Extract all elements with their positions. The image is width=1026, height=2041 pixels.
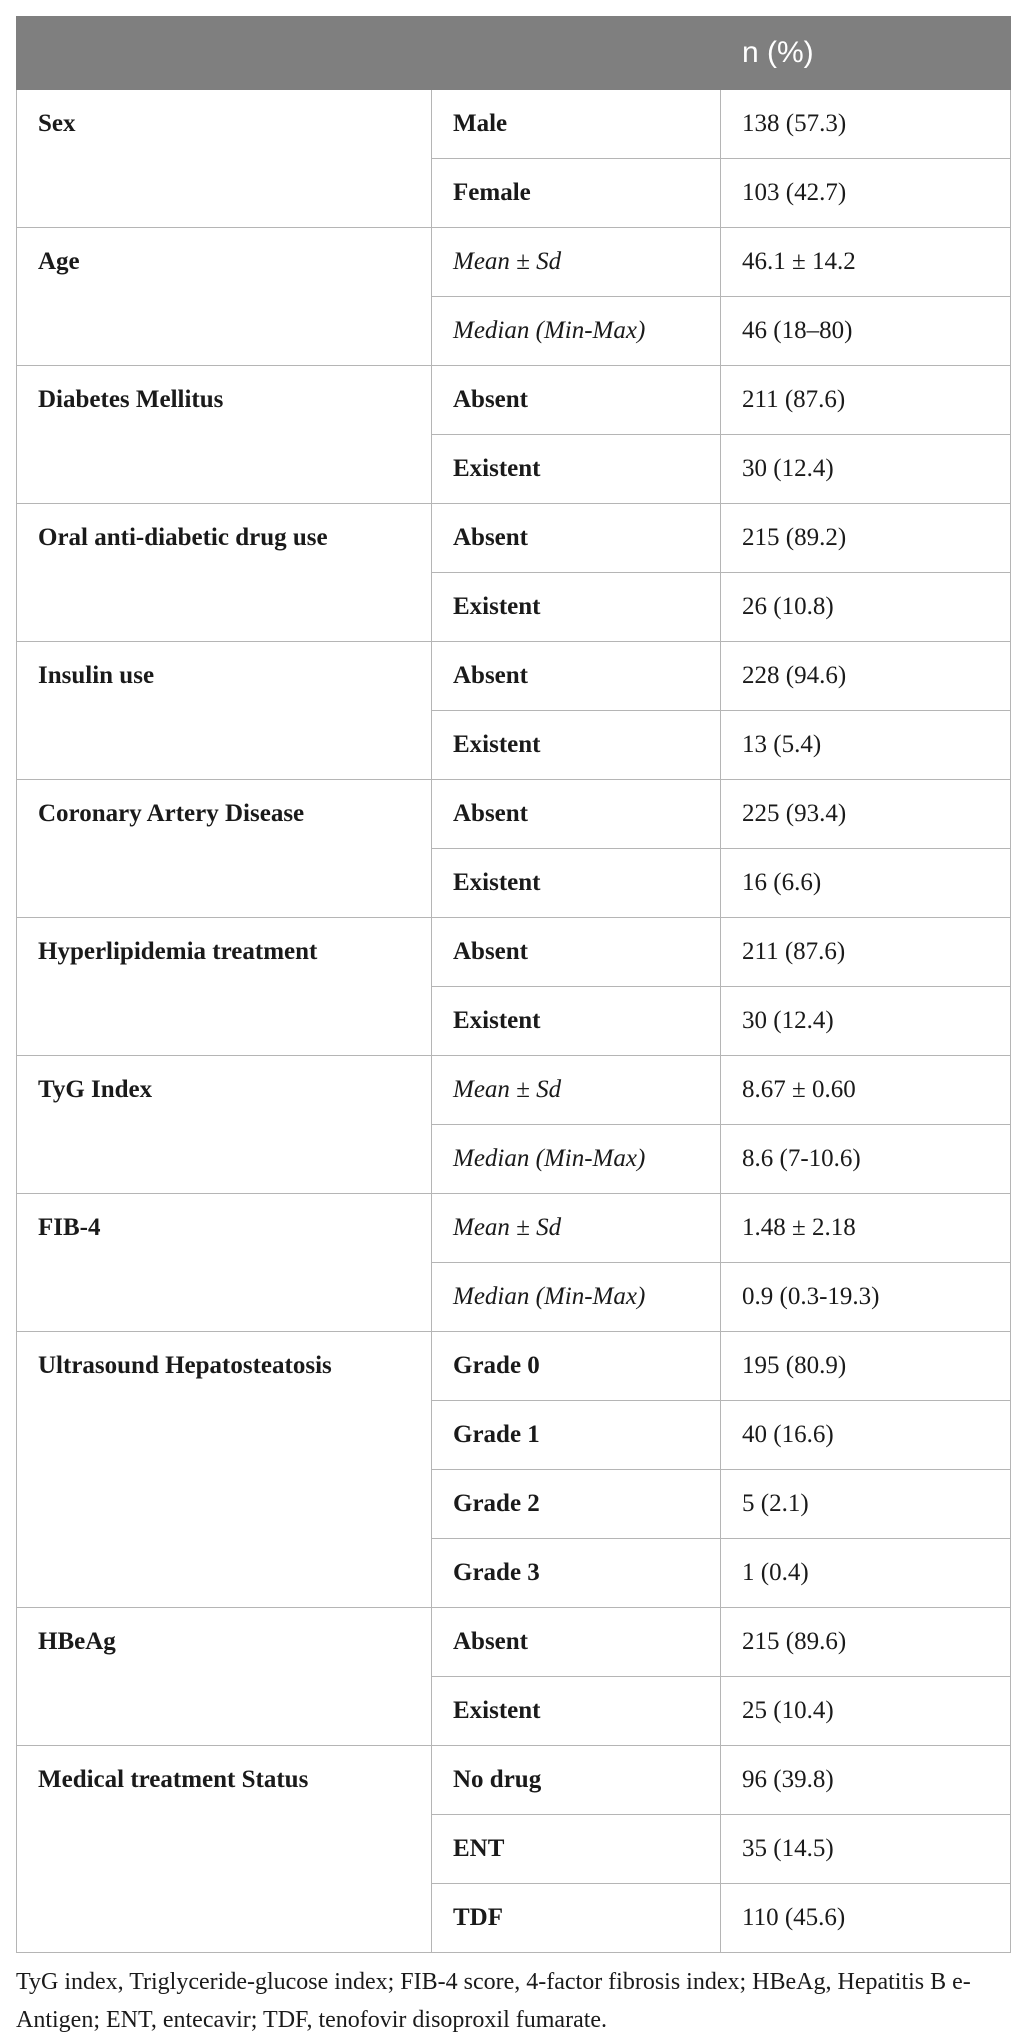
variable-label: Age bbox=[38, 248, 80, 275]
value-cell: 25 (10.4) bbox=[721, 1677, 1011, 1746]
value-cell: 5 (2.1) bbox=[721, 1470, 1011, 1539]
table-row bbox=[17, 366, 1011, 435]
variable-cell bbox=[17, 1194, 432, 1332]
value-cell: 138 (57.3) bbox=[721, 90, 1011, 159]
document bbox=[16, 16, 1010, 2039]
table-row bbox=[17, 1332, 1011, 1401]
value-cell: 195 (80.9) bbox=[721, 1332, 1011, 1401]
variable-label: Medical treatment Status bbox=[38, 1766, 309, 1793]
table-row bbox=[17, 228, 1011, 297]
variable-label: HBeAg bbox=[38, 1628, 116, 1655]
category-cell: Existent bbox=[432, 711, 721, 780]
variable-cell bbox=[17, 90, 432, 228]
variable-cell bbox=[17, 366, 432, 504]
table-row bbox=[17, 1608, 1011, 1677]
variable-label: Oral anti-diabetic drug use bbox=[38, 524, 328, 551]
value-cell: 96 (39.8) bbox=[721, 1746, 1011, 1815]
variable-cell bbox=[17, 228, 432, 366]
table-row bbox=[17, 918, 1011, 987]
category-cell: Median (Min-Max) bbox=[432, 1263, 721, 1332]
variable-cell bbox=[17, 918, 432, 1056]
value-cell: 225 (93.4) bbox=[721, 780, 1011, 849]
variable-cell bbox=[17, 1056, 432, 1194]
table-body bbox=[17, 90, 1011, 1953]
table-row bbox=[17, 1746, 1011, 1815]
category-cell: Existent bbox=[432, 1677, 721, 1746]
category-cell: Existent bbox=[432, 849, 721, 918]
variable-cell bbox=[17, 504, 432, 642]
category-cell: Absent bbox=[432, 780, 721, 849]
value-cell: 30 (12.4) bbox=[721, 435, 1011, 504]
category-cell: ENT bbox=[432, 1815, 721, 1884]
category-cell: Absent bbox=[432, 504, 721, 573]
variable-label: TyG Index bbox=[38, 1076, 153, 1103]
value-cell: 1.48 ± 2.18 bbox=[721, 1194, 1011, 1263]
table-row bbox=[17, 642, 1011, 711]
variable-label: FIB-4 bbox=[38, 1214, 101, 1241]
category-cell: Mean ± Sd bbox=[432, 228, 721, 297]
value-cell: 8.6 (7-10.6) bbox=[721, 1125, 1011, 1194]
variable-label: Diabetes Mellitus bbox=[38, 386, 224, 413]
category-cell: Grade 3 bbox=[432, 1539, 721, 1608]
category-cell: Absent bbox=[432, 1608, 721, 1677]
value-cell: 8.67 ± 0.60 bbox=[721, 1056, 1011, 1125]
table-row bbox=[17, 1194, 1011, 1263]
category-cell: Grade 2 bbox=[432, 1470, 721, 1539]
category-cell: Absent bbox=[432, 918, 721, 987]
variable-cell bbox=[17, 1746, 432, 1953]
category-cell: Median (Min-Max) bbox=[432, 297, 721, 366]
category-cell: Median (Min-Max) bbox=[432, 1125, 721, 1194]
category-cell: Female bbox=[432, 159, 721, 228]
value-cell: 16 (6.6) bbox=[721, 849, 1011, 918]
category-cell: Existent bbox=[432, 435, 721, 504]
characteristics-table bbox=[16, 16, 1011, 1953]
table-row bbox=[17, 1056, 1011, 1125]
value-cell: 110 (45.6) bbox=[721, 1884, 1011, 1953]
table-header-row bbox=[17, 17, 1011, 90]
value-cell: 215 (89.2) bbox=[721, 504, 1011, 573]
variable-label: Ultrasound Hepatosteatosis bbox=[38, 1352, 332, 1379]
value-cell: 13 (5.4) bbox=[721, 711, 1011, 780]
value-cell: 0.9 (0.3-19.3) bbox=[721, 1263, 1011, 1332]
value-cell: 26 (10.8) bbox=[721, 573, 1011, 642]
header-category bbox=[432, 17, 721, 90]
value-cell: 215 (89.6) bbox=[721, 1608, 1011, 1677]
variable-cell bbox=[17, 1608, 432, 1746]
category-cell: Absent bbox=[432, 642, 721, 711]
category-cell: Grade 1 bbox=[432, 1401, 721, 1470]
variable-label: Hyperlipidemia treatment bbox=[38, 938, 318, 965]
variable-label: Insulin use bbox=[38, 662, 155, 689]
table-row bbox=[17, 504, 1011, 573]
table-row bbox=[17, 780, 1011, 849]
category-cell: Mean ± Sd bbox=[432, 1056, 721, 1125]
category-cell: TDF bbox=[432, 1884, 721, 1953]
variable-cell bbox=[17, 780, 432, 918]
table-footnote: TyG index, Triglyceride-glucose index; FIB-4 score, 4-factor fibrosis index; HBeAg, Hepatitis B e-Antigen; ENT, entecavir; TDF, tenofovir disoproxil fumarate. bbox=[16, 1969, 971, 2033]
value-cell: 30 (12.4) bbox=[721, 987, 1011, 1056]
category-cell: Grade 0 bbox=[432, 1332, 721, 1401]
table-row bbox=[17, 90, 1011, 159]
category-cell: Absent bbox=[432, 366, 721, 435]
category-cell: No drug bbox=[432, 1746, 721, 1815]
variable-label: Coronary Artery Disease bbox=[38, 800, 305, 827]
category-cell: Existent bbox=[432, 987, 721, 1056]
value-cell: 211 (87.6) bbox=[721, 918, 1011, 987]
value-cell: 35 (14.5) bbox=[721, 1815, 1011, 1884]
header-n-percent: n (%) bbox=[721, 17, 1011, 90]
value-cell: 1 (0.4) bbox=[721, 1539, 1011, 1608]
variable-cell bbox=[17, 642, 432, 780]
category-cell: Existent bbox=[432, 573, 721, 642]
value-cell: 46 (18–80) bbox=[721, 297, 1011, 366]
value-cell: 46.1 ± 14.2 bbox=[721, 228, 1011, 297]
value-cell: 103 (42.7) bbox=[721, 159, 1011, 228]
variable-cell bbox=[17, 1332, 432, 1608]
value-cell: 228 (94.6) bbox=[721, 642, 1011, 711]
value-cell: 211 (87.6) bbox=[721, 366, 1011, 435]
category-cell: Male bbox=[432, 90, 721, 159]
variable-label: Sex bbox=[38, 110, 76, 137]
category-cell: Mean ± Sd bbox=[432, 1194, 721, 1263]
header-variable bbox=[17, 17, 432, 90]
value-cell: 40 (16.6) bbox=[721, 1401, 1011, 1470]
